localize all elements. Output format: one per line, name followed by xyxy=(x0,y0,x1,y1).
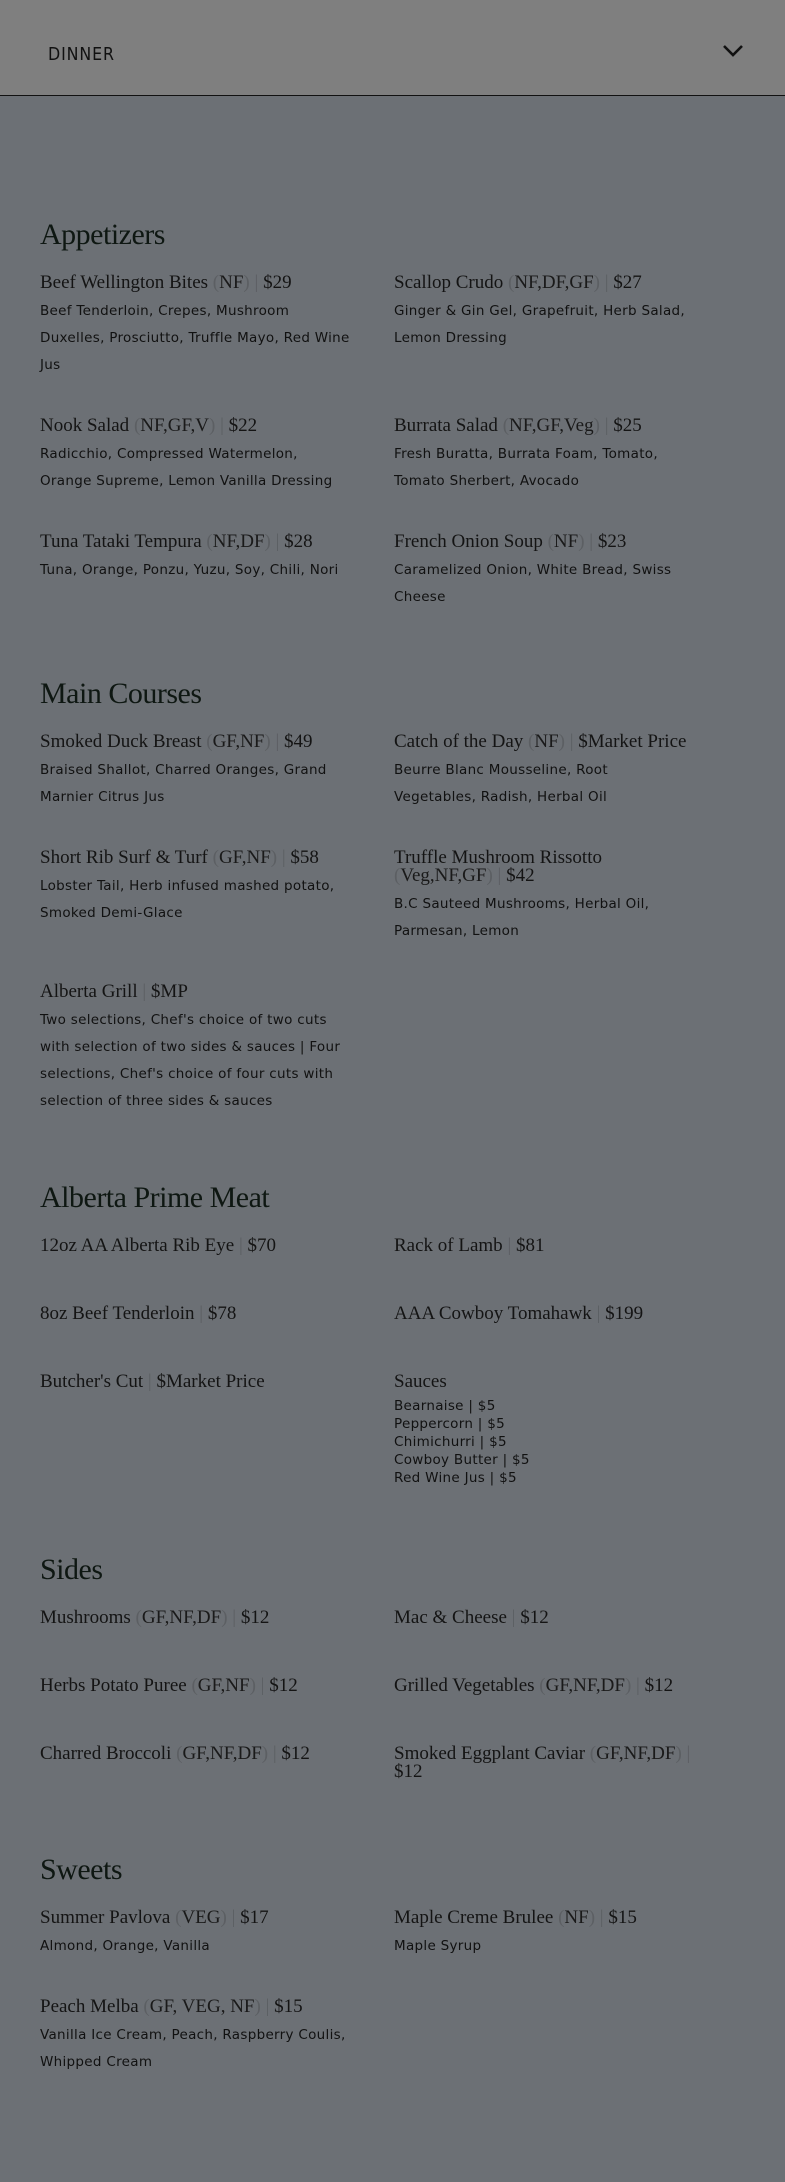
menu-item-title xyxy=(40,1909,394,1927)
menu-item xyxy=(40,417,394,495)
dietary-tags: NF xyxy=(564,1907,589,1928)
menu-item-title xyxy=(40,983,394,1001)
menu-item xyxy=(40,1677,394,1707)
menu-item-title xyxy=(40,849,394,867)
dietary-tags: GF,NF,DF xyxy=(182,1743,262,1764)
item-description: Maple Syrup xyxy=(394,1938,482,1954)
tag-paren: ( xyxy=(547,531,554,552)
menu-item xyxy=(40,1609,394,1639)
sauce-item: Cowboy Butter | $5 xyxy=(394,1452,530,1468)
price-separator: | xyxy=(255,1675,270,1696)
dietary-tags: NF,GF,V xyxy=(140,415,210,436)
item-price: $22 xyxy=(228,415,258,436)
menu-item xyxy=(394,1305,694,1335)
menu-item-title xyxy=(40,733,394,751)
item-price: $78 xyxy=(207,1303,237,1324)
dietary-tags: GF,NF xyxy=(197,1675,250,1696)
price-separator: | xyxy=(268,1743,282,1764)
item-price: $12 xyxy=(520,1607,549,1628)
item-price: $12 xyxy=(394,1761,423,1782)
tag-paren: ( xyxy=(176,1743,183,1764)
item-name: Short Rib Surf & Turf xyxy=(40,847,208,868)
menu-item xyxy=(40,274,394,379)
item-price: $28 xyxy=(284,531,313,552)
tag-paren: ( xyxy=(206,531,213,552)
tag-paren: ) xyxy=(270,847,278,868)
item-name: Catch of the Day xyxy=(394,731,524,752)
item-description: Vanilla Ice Cream, Peach, Raspberry Coulis, Whipped Cream xyxy=(40,2027,346,2070)
menu-section-sides xyxy=(40,1553,745,1825)
menu-item xyxy=(394,1745,694,1787)
menu-item-title xyxy=(40,1677,394,1695)
price-separator: | xyxy=(595,1907,609,1928)
item-price: $12 xyxy=(281,1743,310,1764)
dietary-tags: NF,GF,Veg xyxy=(509,415,594,436)
item-description: Beurre Blanc Mousseline, Root Vegetables, Radish, Herbal Oil xyxy=(394,762,608,805)
menu-item-title xyxy=(394,1745,694,1781)
menu-item xyxy=(40,533,394,611)
menu-item-title xyxy=(394,1909,694,1927)
price-separator: | xyxy=(681,1743,691,1764)
item-name: Smoked Duck Breast xyxy=(40,731,202,752)
tag-paren: ) xyxy=(558,731,565,752)
section-title: Sweets xyxy=(40,1853,122,1886)
item-price: $MP xyxy=(150,981,188,1002)
tag-paren: ) xyxy=(209,415,216,436)
item-name: Herbs Potato Puree xyxy=(40,1675,187,1696)
item-price: $Market Price xyxy=(156,1371,265,1392)
item-price: $58 xyxy=(290,847,319,868)
menu-item xyxy=(394,1237,694,1267)
item-price: $17 xyxy=(240,1907,269,1928)
menu-item-title xyxy=(40,274,394,292)
tag-paren: ) xyxy=(588,1907,596,1928)
dietary-tags: NF xyxy=(534,731,559,752)
menu-item-title xyxy=(394,1677,694,1695)
tag-paren: ) xyxy=(220,1907,227,1928)
menu-item-title xyxy=(40,1998,394,2016)
item-description: Fresh Buratta, Burrata Foam, Tomato, Tomato Sherbert, Avocado xyxy=(394,446,658,489)
menu-item xyxy=(40,849,394,945)
menu-item-title xyxy=(394,1305,694,1323)
price-separator: | xyxy=(599,415,614,436)
menu-item xyxy=(40,1909,394,1960)
item-price: $15 xyxy=(274,1996,303,2017)
price-separator: | xyxy=(584,531,598,552)
item-description: Almond, Orange, Vanilla xyxy=(40,1938,211,1954)
dietary-tags: NF xyxy=(219,272,244,293)
menu-items-grid xyxy=(40,1909,745,2114)
price-separator: | xyxy=(194,1303,208,1324)
item-name: Scallop Crudo xyxy=(394,272,504,293)
tag-paren: ) xyxy=(593,272,600,293)
item-price: $27 xyxy=(613,272,642,293)
section-title: Appetizers xyxy=(40,218,165,251)
menu-item-title xyxy=(40,1237,394,1255)
item-name: Grilled Vegetables xyxy=(394,1675,535,1696)
price-separator: | xyxy=(502,1235,516,1256)
tag-paren: ( xyxy=(508,272,515,293)
price-separator: | xyxy=(226,1907,241,1928)
menu-items-grid xyxy=(40,1237,745,1525)
item-description: Beef Tenderloin, Crepes, Mushroom Duxelles, Prosciutto, Truffle Mayo, Red Wine Jus xyxy=(40,303,350,373)
price-separator: | xyxy=(564,731,579,752)
item-description: Tuna, Orange, Ponzu, Yuzu, Soy, Chili, Nori xyxy=(40,562,339,578)
menu-section-appetizers xyxy=(40,218,745,649)
sauce-item: Chimichurri | $5 xyxy=(394,1434,507,1450)
menu-item-title xyxy=(394,733,694,751)
item-price: $12 xyxy=(269,1675,298,1696)
tag-paren: ( xyxy=(394,865,401,886)
menu-item xyxy=(394,1677,694,1707)
item-name: Tuna Tataki Tempura xyxy=(40,531,202,552)
item-price: $15 xyxy=(608,1907,637,1928)
item-name: Burrata Salad xyxy=(394,415,498,436)
menu-item-title xyxy=(40,1609,394,1627)
menu-item xyxy=(40,983,394,1115)
tag-paren: ( xyxy=(175,1907,182,1928)
item-price: $199 xyxy=(605,1303,644,1324)
dietary-tags: NF,DF,GF xyxy=(514,272,594,293)
tag-paren: ( xyxy=(528,731,535,752)
price-separator: | xyxy=(260,1996,275,2017)
dietary-tags: GF,NF,DF xyxy=(596,1743,676,1764)
item-name: 8oz Beef Tenderloin xyxy=(40,1303,195,1324)
menu-items-grid xyxy=(40,1609,745,1825)
dietary-tags: NF,DF xyxy=(212,531,265,552)
item-name: 12oz AA Alberta Rib Eye xyxy=(40,1235,235,1256)
item-price: $12 xyxy=(644,1675,674,1696)
item-price: $81 xyxy=(516,1235,545,1256)
menu-item xyxy=(394,1909,694,1960)
menu-item-title xyxy=(394,274,694,292)
item-name: AAA Cowboy Tomahawk xyxy=(394,1303,592,1324)
menu-item-title xyxy=(394,533,694,551)
price-separator: | xyxy=(234,1235,248,1256)
menu-item xyxy=(394,1609,694,1639)
menu-item-title xyxy=(40,533,394,551)
menu-item xyxy=(394,274,694,379)
item-name: Smoked Eggplant Caviar xyxy=(394,1743,586,1764)
price-separator: | xyxy=(270,531,285,552)
item-description: Caramelized Onion, White Bread, Swiss Cheese xyxy=(394,562,672,605)
dietary-tags: GF,NF xyxy=(218,847,271,868)
price-separator: | xyxy=(506,1607,521,1628)
item-name: Truffle Mushroom Rissotto xyxy=(394,847,602,868)
dietary-tags: GF,NF xyxy=(212,731,265,752)
tag-paren: ( xyxy=(212,272,220,293)
item-price: $70 xyxy=(247,1235,277,1256)
sauces-title: Sauces xyxy=(394,1371,447,1392)
item-name: Mac & Cheese xyxy=(394,1607,507,1628)
tag-paren: ( xyxy=(539,1675,546,1696)
dietary-tags: GF,NF,DF xyxy=(545,1675,625,1696)
price-separator: | xyxy=(631,1675,645,1696)
menu-section-alberta-prime-meat xyxy=(40,1181,745,1525)
menu-item xyxy=(40,1305,394,1335)
tag-paren: ) xyxy=(249,1675,256,1696)
menu-category-title: DINNER xyxy=(48,44,115,65)
tag-paren: ) xyxy=(675,1743,682,1764)
sauce-item: Peppercorn | $5 xyxy=(394,1416,506,1432)
price-separator: | xyxy=(227,1607,241,1628)
tag-paren: ) xyxy=(593,415,600,436)
dietary-tags: GF, VEG, NF xyxy=(149,1996,255,2017)
tag-paren: ( xyxy=(191,1675,198,1696)
item-name: Charred Broccoli xyxy=(40,1743,172,1764)
item-price: $12 xyxy=(240,1607,270,1628)
menu-item-title xyxy=(40,1745,394,1763)
price-separator: | xyxy=(591,1303,606,1324)
tag-paren: ) xyxy=(578,531,585,552)
item-name: Alberta Grill xyxy=(40,981,138,1002)
menu-item xyxy=(40,1237,394,1267)
menu-item xyxy=(394,417,694,495)
price-separator: | xyxy=(277,847,291,868)
tag-paren: ) xyxy=(261,1743,269,1764)
menu-item-title xyxy=(40,1373,394,1391)
item-name: Peach Melba xyxy=(40,1996,139,2017)
tag-paren: ( xyxy=(212,847,219,868)
menu-item xyxy=(394,849,694,945)
price-separator: | xyxy=(143,1371,157,1392)
item-description: Radicchio, Compressed Watermelon, Orange Supreme, Lemon Vanilla Dressing xyxy=(40,446,333,489)
item-name: Summer Pavlova xyxy=(40,1907,171,1928)
menu-items-grid xyxy=(40,274,745,649)
menu-section-main-courses xyxy=(40,677,745,1153)
menu-item xyxy=(394,733,694,811)
tag-paren: ( xyxy=(589,1743,597,1764)
item-name: Nook Salad xyxy=(40,415,130,436)
chevron-down-icon[interactable] xyxy=(722,44,744,58)
tag-paren: ) xyxy=(264,731,271,752)
menu-item-title xyxy=(394,417,694,435)
dietary-tags: Veg,NF,GF xyxy=(400,865,487,886)
item-price: $Market Price xyxy=(578,731,687,752)
menu-section-sweets xyxy=(40,1853,745,2114)
price-separator: | xyxy=(249,272,264,293)
menu-item-title xyxy=(40,417,394,435)
tag-paren: ( xyxy=(135,1607,142,1628)
tag-paren: ) xyxy=(254,1996,261,2017)
item-price: $29 xyxy=(263,272,292,293)
tag-paren: ( xyxy=(206,731,213,752)
menu-category-header[interactable] xyxy=(0,0,785,96)
tag-paren: ) xyxy=(243,272,250,293)
price-separator: | xyxy=(270,731,285,752)
price-separator: | xyxy=(215,415,229,436)
item-name: Mushrooms xyxy=(40,1607,131,1628)
item-price: $42 xyxy=(506,865,535,886)
item-name: French Onion Soup xyxy=(394,531,543,552)
tag-paren: ) xyxy=(221,1607,228,1628)
tag-paren: ) xyxy=(486,865,493,886)
item-description: B.C Sauteed Mushrooms, Herbal Oil, Parmesan, Lemon xyxy=(394,896,650,939)
sauce-item: Bearnaise | $5 xyxy=(394,1398,496,1414)
menu-item-title xyxy=(40,1305,394,1323)
sauce-item: Red Wine Jus | $5 xyxy=(394,1470,517,1486)
item-description: Ginger & Gin Gel, Grapefruit, Herb Salad, Lemon Dressing xyxy=(394,303,686,346)
menu-item xyxy=(394,533,694,611)
section-title: Alberta Prime Meat xyxy=(40,1181,270,1214)
dietary-tags: NF xyxy=(553,531,579,552)
item-price: $23 xyxy=(597,531,627,552)
menu-item xyxy=(40,733,394,811)
tag-paren: ( xyxy=(558,1907,565,1928)
item-name: Butcher's Cut xyxy=(40,1371,144,1392)
dietary-tags: VEG xyxy=(181,1907,221,1928)
item-description: Lobster Tail, Herb infused mashed potato, Smoked Demi-Glace xyxy=(40,878,335,921)
menu-item xyxy=(40,1998,394,2076)
section-title: Main Courses xyxy=(40,677,202,710)
menu-items-grid xyxy=(40,733,745,1153)
tag-paren: ( xyxy=(502,415,510,436)
price-separator: | xyxy=(599,272,614,293)
menu-item-title xyxy=(394,1237,694,1255)
tag-paren: ( xyxy=(143,1996,150,2017)
menu-content xyxy=(0,96,785,2182)
menu-item-title xyxy=(394,849,694,885)
item-price: $49 xyxy=(284,731,313,752)
tag-paren: ( xyxy=(133,415,141,436)
menu-item-title xyxy=(394,1609,694,1627)
tag-paren: ) xyxy=(264,531,271,552)
item-price: $25 xyxy=(613,415,642,436)
dietary-tags: GF,NF,DF xyxy=(141,1607,222,1628)
menu-item xyxy=(40,1745,394,1787)
menu-item xyxy=(40,1373,394,1487)
tag-paren: ) xyxy=(624,1675,632,1696)
price-separator: | xyxy=(137,981,151,1002)
item-description: Two selections, Chef's choice of two cuts with selection of two sides & sauces | Four selections, Chef's choice of four cuts with selection of three sides & sauces xyxy=(40,1012,341,1109)
sauces-block xyxy=(394,1373,694,1487)
item-description: Braised Shallot, Charred Oranges, Grand Marnier Citrus Jus xyxy=(40,762,327,805)
item-name: Maple Creme Brulee xyxy=(394,1907,554,1928)
item-name: Beef Wellington Bites xyxy=(40,272,209,293)
price-separator: | xyxy=(492,865,507,886)
section-title: Sides xyxy=(40,1553,103,1586)
item-name: Rack of Lamb xyxy=(394,1235,503,1256)
